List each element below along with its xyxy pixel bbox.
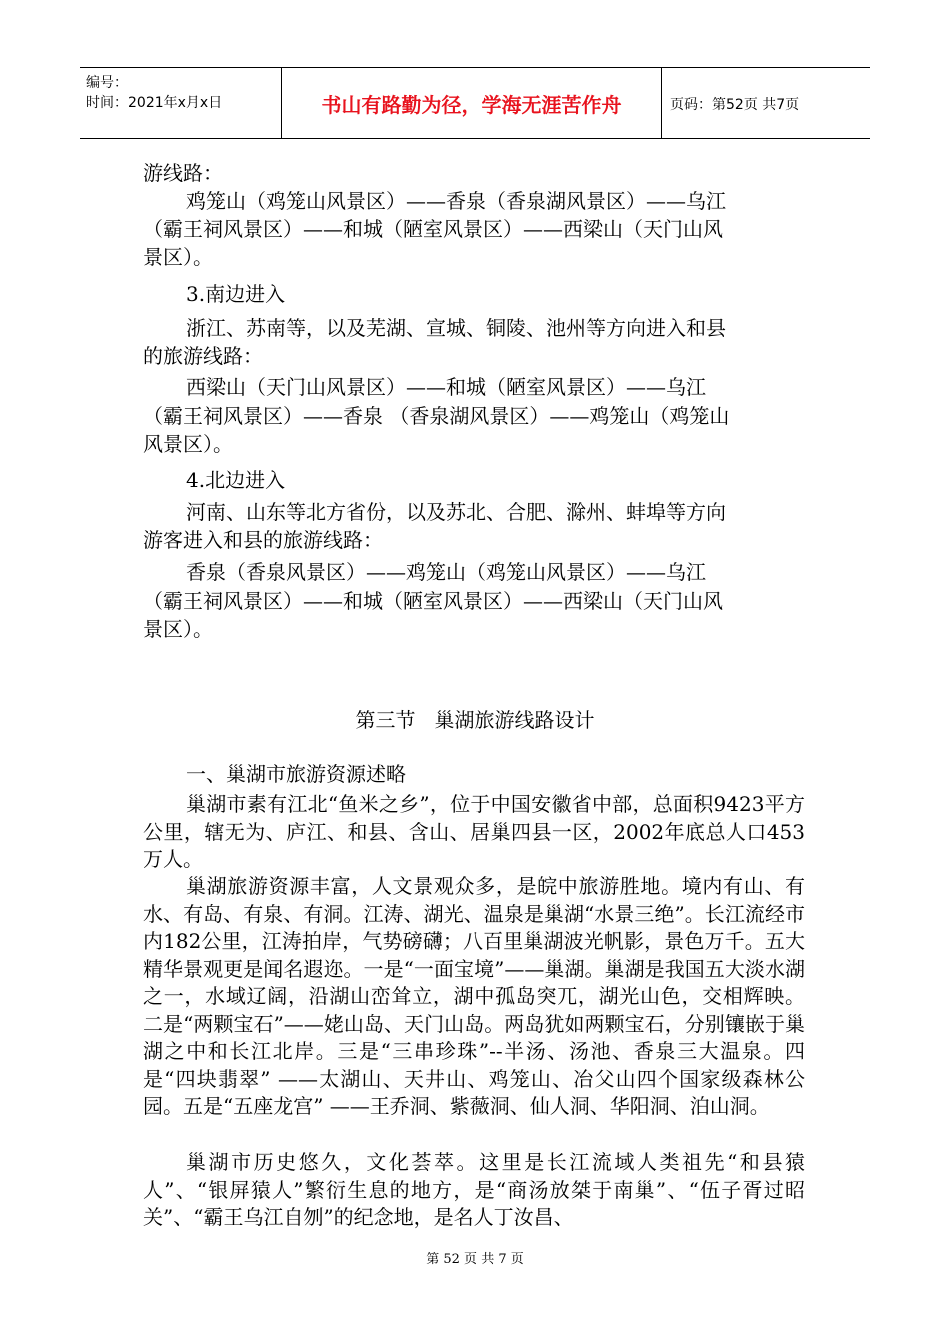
text-line: （霸王祠风景区）——和城（陋室风景区）——西梁山（天门山风: [143, 589, 723, 613]
header-table: [80, 67, 870, 139]
text-line: 游客进入和县的旅游线路：: [143, 528, 383, 552]
text-line: 风景区）。: [143, 432, 233, 456]
document-number: 编号：: [86, 75, 128, 91]
subheading: 4.北边进入: [186, 468, 286, 492]
header-meta-cell: [80, 68, 280, 138]
body-paragraph: 巢湖市历史悠久，文化荟萃。这里是长江流域人类祖先“和县猿人”、“银屏猿人”繁衍生息的地方，是“商汤放桀于南巢”、“伍子胥过昭关”、“霸王乌江自刎”的纪念地，是名人丁汝昌、: [143, 1150, 805, 1229]
body-paragraph: 巢湖市素有江北“鱼米之乡”，位于中国安徽省中部，总面积9423平方公里，辖无为、庐江、和县、含山、居巢四县一区，2002年底总人口453万人。: [143, 792, 805, 871]
text-line: 鸡笼山（鸡笼山风景区）——香泉（香泉湖风景区）——乌江: [186, 189, 726, 213]
header-motto-cell: [281, 68, 662, 138]
text-line: 香泉（香泉风景区）——鸡笼山（鸡笼山风景区）——乌江: [186, 560, 706, 584]
text-line: （霸王祠风景区）——香泉 （香泉湖风景区）——鸡笼山（鸡笼山: [143, 404, 730, 428]
subsection-heading: 一、巢湖市旅游资源述略: [186, 762, 406, 786]
body-paragraph: 巢湖旅游资源丰富，人文景观众多，是皖中旅游胜地。境内有山、有水、有岛、有泉、有洞。江涛、湖光、温泉是巢湖“水景三绝”。长江流经市内182公里，江涛拍岸，气势磅礴；八百里巢湖波光帆影，景色万千。五大精华景观更是闻名遐迩。一是“一面宝境”——巢湖。巢湖是我国五大淡水湖之一，水域辽阔，沿湖山峦耸立，湖中孤岛突兀，湖光山色，交相辉映。 二是“两颗宝石”——姥山岛、天门山岛。两岛犹如两颗宝石，分别镶嵌于巢湖之中和长江北岸。三是“三串珍珠”--半汤、汤池、香泉三大温泉。四是“四块翡翠” ——太湖山、天井山、鸡笼山、冶父山四个国家级森林公园。五是“五座龙宫” ——王乔洞、紫薇洞、仙人洞、华阳洞、泊山洞。: [143, 874, 805, 1118]
document-date: 时间：2021年x月x日: [86, 95, 223, 111]
text-line: 浙江、苏南等，以及芜湖、宣城、铜陵、池州等方向进入和县: [186, 316, 726, 340]
text-line: 的旅游线路：: [143, 344, 263, 368]
text-line: 西梁山（天门山风景区）——和城（陋室风景区）——乌江: [186, 375, 706, 399]
text-line: 景区）。: [143, 245, 213, 269]
subheading: 3.南边进入: [186, 282, 286, 306]
page-number: 页码：第52页 共7页: [670, 97, 800, 113]
text-line: （霸王祠风景区）——和城（陋室风景区）——西梁山（天门山风: [143, 217, 723, 241]
motto: 书山有路勤为径，学海无涯苦作舟: [321, 93, 622, 117]
section-title: 第三节 巢湖旅游线路设计: [355, 708, 595, 732]
page-footer: 第 52 页 共 7 页: [426, 1252, 524, 1267]
header-page-cell: [662, 68, 870, 138]
text-line: 河南、山东等北方省份，以及苏北、合肥、滁州、蚌埠等方向: [186, 500, 726, 524]
text-line: 游线路：: [143, 161, 223, 185]
text-line: 景区）。: [143, 617, 213, 641]
